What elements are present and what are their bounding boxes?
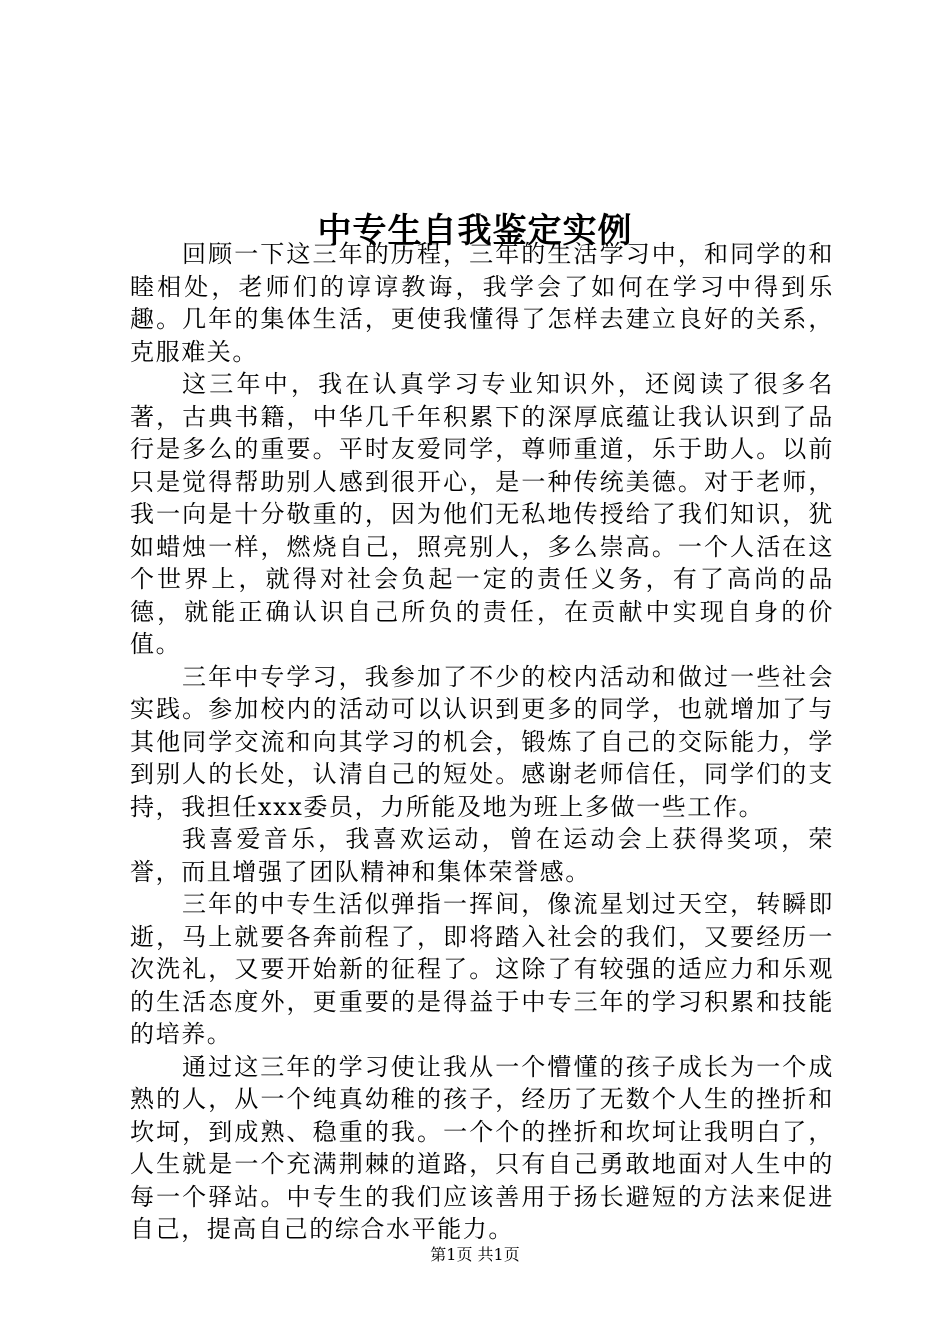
document-body xyxy=(130,238,834,1246)
paragraph-3: 三年中专学习，我参加了不少的校内活动和做过一些社会实践。参加校内的活动可以认识到更多的同学，也就增加了与其他同学交流和向其学习的机会，锻炼了自己的交际能力，学到别人的长处，认清自己的短处。感谢老师信任，同学们的支持，我担任xxx委员，力所能及地为班上多做一些工作。 xyxy=(130,662,834,821)
paragraph-1: 回顾一下这三年的历程，三年的生活学习中，和同学的和睦相处，老师们的谆谆教诲，我学会了如何在学习中得到乐趣。几年的集体生活，更使我懂得了怎样去建立良好的关系，克服难关。 xyxy=(130,240,834,366)
paragraph-2: 这三年中，我在认真学习专业知识外，还阅读了很多名著，古典书籍，中华几千年积累下的深厚底蕴让我认识到了品行是多么的重要。平时友爱同学，尊师重道，乐于助人。以前只是觉得帮助别人感到很开心，是一种传统美德。对于老师，我一向是十分敬重的，因为他们无私地传授给了我们知识，犹如蜡烛一样，燃烧自己，照亮别人，多么崇高。一个人活在这个世界上，就得对社会负起一定的责任义务，有了高尚的品德，就能正确认识自己所负的责任，在贡献中实现自身的价值。 xyxy=(130,370,834,658)
paragraph-5: 三年的中专生活似弹指一挥间，像流星划过天空，转瞬即逝，马上就要各奔前程了，即将踏入社会的我们，又要经历一次洗礼，又要开始新的征程了。这除了有较强的适应力和乐观的生活态度外，更重要的是得益于中专三年的学习积累和技能的培养。 xyxy=(130,890,834,1048)
page-footer: 第1页 共1页 xyxy=(430,1245,520,1264)
paragraph-6: 通过这三年的学习使让我从一个懵懂的孩子成长为一个成熟的人，从一个纯真幼稚的孩子，经历了无数个人生的挫折和坎坷，到成熟、稳重的我。一个个的挫折和坎坷让我明白了，人生就是一个充满荆棘的道路，只有自己勇敢地面对人生中的每一个驿站。中专生的我们应该善用于扬长避短的方法来促进自己，提高自己的综合水平能力。 xyxy=(130,1052,834,1243)
page-title: 中专生自我鉴定实例 xyxy=(317,210,633,251)
paragraph-4: 我喜爱音乐，我喜欢运动，曾在运动会上获得奖项，荣誉，而且增强了团队精神和集体荣誉感。 xyxy=(130,825,834,886)
